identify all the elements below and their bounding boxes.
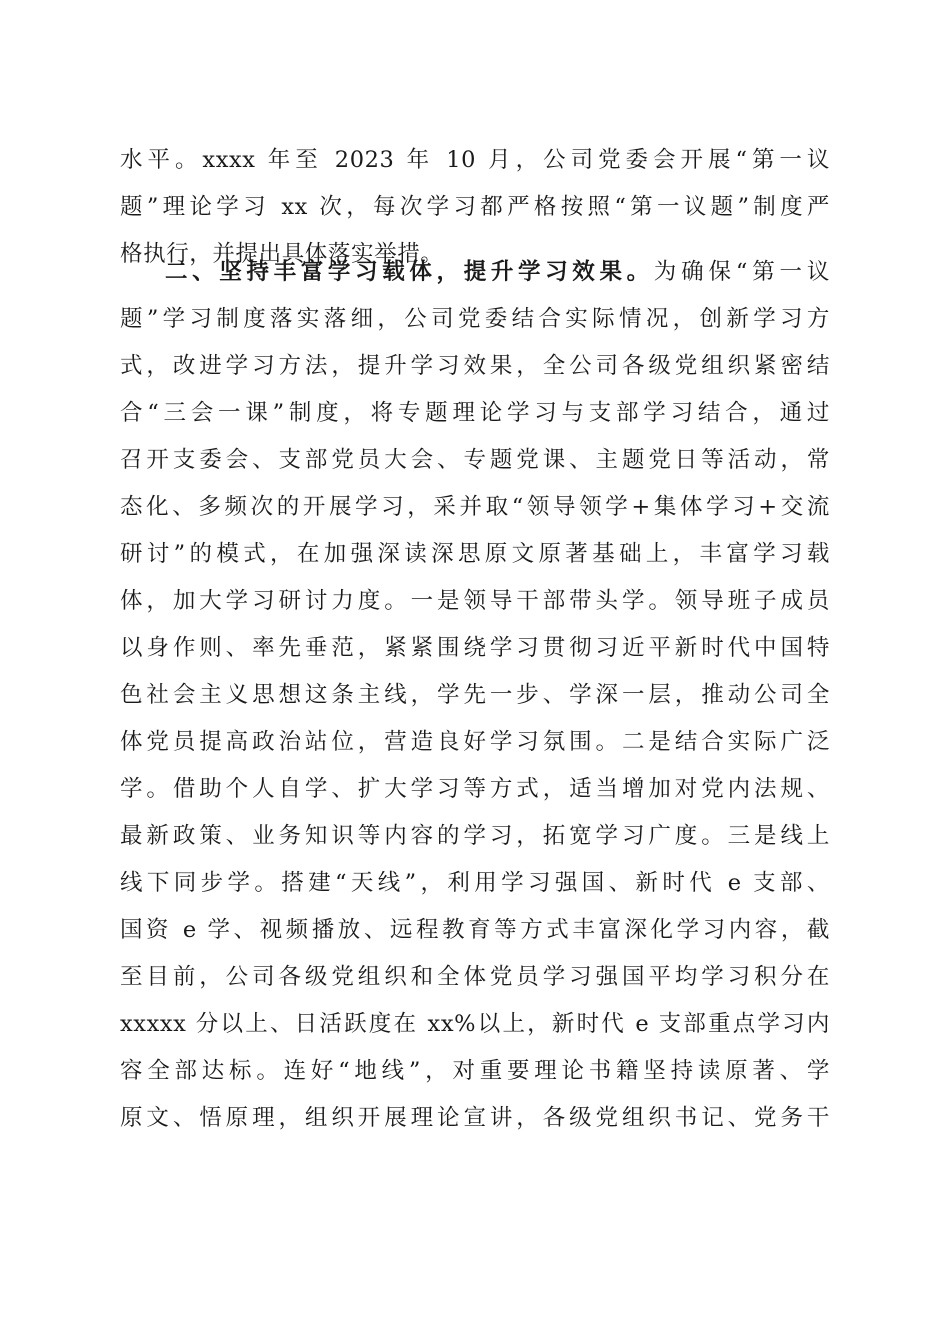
paragraph-2-line: 合“三会一课”制度，将专题理论学习与支部学习结合，通过 (120, 400, 830, 426)
paragraph-2-line: 以身作则、率先垂范，紧紧围绕学习贯彻习近平新时代中国特 (120, 635, 830, 661)
paragraph-2-line: 色社会主义思想这条主线，学先一步、学深一层，推动公司全 (120, 682, 830, 708)
paragraph-2-line: 召开支委会、支部党员大会、专题党课、主题党日等活动，常 (120, 447, 830, 473)
paragraph-2-line: 体，加大学习研讨力度。一是领导干部带头学。领导班子成员 (120, 588, 830, 614)
paragraph-2-line: 题”学习制度落实落细，公司党委结合实际情况，创新学习方 (120, 306, 830, 332)
paragraph-2-line: 容全部达标。连好“地线”，对重要理论书籍坚持读原著、学 (120, 1058, 830, 1084)
paragraph-2-line: 国资 e 学、视频播放、远程教育等方式丰富深化学习内容，截 (120, 917, 830, 943)
section-heading: 二、坚持丰富学习载体，提升学习效果。 (165, 259, 654, 285)
paragraph-1-line: 水平。xxxx 年至 2023 年 10 月，公司党委会开展“第一议 (120, 147, 830, 173)
paragraph-2-line: 研讨”的模式，在加强深读深思原文原著基础上，丰富学习载 (120, 541, 830, 567)
paragraph-2-line: 态化、多频次的开展学习，采并取“领导领学+集体学习+交流 (120, 494, 830, 520)
paragraph-2-line: 至目前，公司各级党组织和全体党员学习强国平均学习积分在 (120, 964, 830, 990)
paragraph-2-first-line-text: 为确保“第一议 (653, 259, 831, 285)
paragraph-2 (120, 249, 830, 1142)
paragraph-1-line: 格执行，并提出具体落实举措。 (120, 241, 444, 267)
paragraph-2-first-line (120, 249, 830, 296)
paragraph-2-line: 体党员提高政治站位，营造良好学习氛围。二是结合实际广泛 (120, 729, 830, 755)
paragraph-2-line: 线下同步学。搭建“天线”，利用学习强国、新时代 e 支部、 (120, 870, 830, 896)
paragraph-2-line: 最新政策、业务知识等内容的学习，拓宽学习广度。三是线上 (120, 823, 830, 849)
paragraph-2-line: xxxxx 分以上、日活跃度在 xx%以上，新时代 e 支部重点学习内 (120, 1011, 830, 1037)
paragraph-2-line: 式，改进学习方法，提升学习效果，全公司各级党组织紧密结 (120, 353, 830, 379)
paragraph-2-line: 原文、悟原理，组织开展理论宣讲，各级党组织书记、党务干 (120, 1105, 830, 1131)
paragraph-1-line: 题”理论学习 xx 次，每次学习都严格按照“第一议题”制度严 (120, 194, 830, 220)
paragraph-2-line: 学。借助个人自学、扩大学习等方式，适当增加对党内法规、 (120, 776, 830, 802)
